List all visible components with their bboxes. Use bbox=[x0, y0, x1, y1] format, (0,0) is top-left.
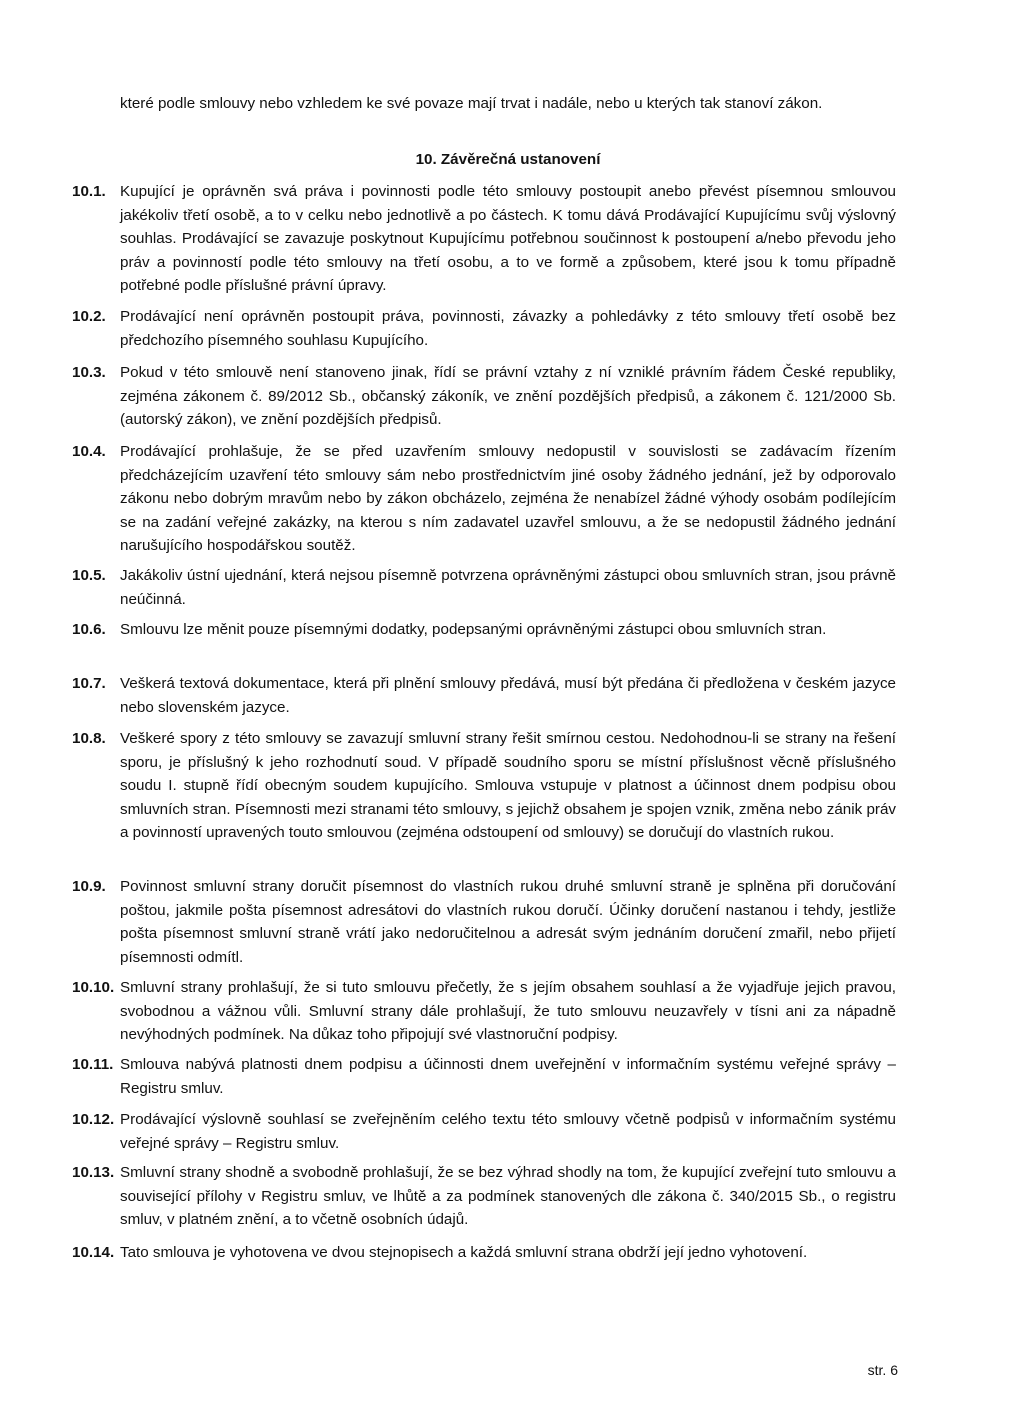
clause-text: Smluvní strany shodně a svobodně prohlašují, že se bez výhrad shodly na tom, že kupující zveřejní tuto smlouvu a související přílohy v Registru smluv, ve lhůtě a za podmínek stanovených dle zákona č. 340/2015 Sb., o registru smluv, v platném znění, a to včetně osobních údajů. bbox=[120, 1164, 896, 1228]
clause-number: 10.10. bbox=[72, 979, 115, 996]
clause-text: Smluvní strany prohlašují, že si tuto smlouvu přečetly, že s jejím obsahem souhlasí a že vyjadřuje jejich pravou, svobodnou a vážnou vůli. Smluvní strany dále prohlašují, že tuto smlouvu neuzavřely v tísni ani za nápadně nevýhodných podmínek. Na důkaz toho připojují své vlastnoruční podpisy. bbox=[120, 979, 896, 1043]
clause-text: Veškeré spory z této smlouvy se zavazují smluvní strany řešit smírnou cestou. Nedohodnou-li se strany na řešení sporu, je příslušný k jeho rozhodnutí soud. V případě soudního sporu se místní příslušnost věcně příslušného soudu I. stupně řídí obecným soudem kupujícího. Smlouva vstupuje v platnost a účinnost dnem podpisu obou smluvních stran. Písemnosti mezi stranami této smlouvy, s jejichž obsahem je spojen vznik, změna nebo zánik práv a povinností upravených touto smlouvou (zejména odstoupení od smlouvy) se doručují do vlastních rukou. bbox=[120, 730, 896, 841]
clause-number: 10.12. bbox=[72, 1111, 115, 1128]
clause-number: 10.11. bbox=[72, 1056, 114, 1073]
clause-10-13 bbox=[72, 1161, 896, 1232]
clause-text: Tato smlouva je vyhotovena ve dvou stejnopisech a každá smluvní strana obdrží její jedno vyhotovení. bbox=[120, 1244, 808, 1261]
clause-text: Jakákoliv ústní ujednání, která nejsou písemně potvrzena oprávněnými zástupci obou smluvních stran, jsou právně neúčinná. bbox=[120, 567, 896, 608]
page-number: str. 6 bbox=[867, 1362, 898, 1378]
clause-10-9 bbox=[72, 875, 896, 969]
clause-text: Kupující je oprávněn svá práva i povinnosti podle této smlouvy postoupit anebo převést písemnou smlouvou jakékoliv třetí osobě, a to v celku nebo jednotlivě a po částech. K tomu dává Prodávající Kupujícímu svůj výslovný souhlas. Prodávající se zavazuje poskytnout Kupujícímu potřebnou součinnost k postoupení a/nebo převodu jeho práv a povinností podle této smlouvy na třetí osobu, a to ve formě a způsobem, které jsou k tomu případně potřebné podle příslušné právní úpravy. bbox=[120, 183, 896, 294]
clause-text: Veškerá textová dokumentace, která při plnění smlouvy předává, musí být předána či předložena v českém jazyce nebo slovenském jazyce. bbox=[120, 675, 896, 716]
clause-10-3 bbox=[72, 361, 896, 432]
clause-number: 10.14. bbox=[72, 1244, 115, 1261]
clause-10-5 bbox=[72, 564, 896, 611]
clause-10-6 bbox=[72, 618, 896, 642]
clause-10-10 bbox=[72, 976, 896, 1047]
clause-10-14 bbox=[72, 1241, 896, 1265]
clause-number: 10.1. bbox=[72, 183, 106, 200]
clause-text: Smlouvu lze měnit pouze písemnými dodatky, podepsanými oprávněnými zástupci obou smluvních stran. bbox=[120, 621, 827, 638]
clause-number: 10.2. bbox=[72, 308, 106, 325]
clause-number: 10.13. bbox=[72, 1164, 115, 1181]
clause-10-7 bbox=[72, 672, 896, 719]
clause-number: 10.6. bbox=[72, 621, 106, 638]
clause-10-1 bbox=[72, 180, 896, 298]
clause-10-2 bbox=[72, 305, 896, 352]
clause-number: 10.5. bbox=[72, 567, 106, 584]
clause-text: Prodávající výslovně souhlasí se zveřejněním celého textu této smlouvy včetně podpisů v informačním systému veřejné správy – Registru smluv. bbox=[120, 1111, 896, 1152]
clause-number: 10.4. bbox=[72, 443, 106, 460]
clause-text: Smlouva nabývá platnosti dnem podpisu a účinnosti dnem uveřejnění v informačním systému veřejné správy – Registru smluv. bbox=[120, 1056, 896, 1097]
section-heading: 10. Závěrečná ustanovení bbox=[415, 151, 601, 168]
clause-number: 10.9. bbox=[72, 878, 106, 895]
clause-number: 10.3. bbox=[72, 364, 106, 381]
intro-paragraph: které podle smlouvy nebo vzhledem ke své povaze mají trvat i nadále, nebo u kterých tak stanoví zákon. bbox=[120, 95, 823, 112]
clause-number: 10.8. bbox=[72, 730, 106, 747]
clause-text: Povinnost smluvní strany doručit písemnost do vlastních rukou druhé smluvní straně je splněna při doručování poštou, jakmile pošta písemnost adresátovi do vlastních rukou doručí. Účinky doručení nastanou i tehdy, jestliže pošta písemnost smluvní straně vrátí jako nedoručitelnou a adresát svým jednáním doručení zmařil, nebo přijetí písemnosti odmítl. bbox=[120, 878, 896, 966]
clause-text: Prodávající prohlašuje, že se před uzavřením smlouvy nedopustil v souvislosti se zadávacím řízením předcházejícím uzavření této smlouvy sám nebo prostřednictvím jiné osoby žádného jednání, jež by odporovalo zákonu nebo dobrým mravům nebo by zákon obcházelo, zejména že nenabízel žádné výhody osobám podílejícím se na zadání veřejné zakázky, na kterou s ním zadavatel uzavřel smlouvu, a že se nedopustil žádného jednání narušujícího hospodářskou soutěž. bbox=[120, 443, 896, 554]
clause-text: Pokud v této smlouvě není stanoveno jinak, řídí se právní vztahy z ní vzniklé právním řádem České republiky, zejména zákonem č. 89/2012 Sb., občanský zákoník, ve znění pozdějších předpisů, a zákonem č. 121/2000 Sb. (autorský zákon), ve znění pozdějších předpisů. bbox=[120, 364, 896, 428]
clause-10-11 bbox=[72, 1053, 896, 1100]
clause-10-12 bbox=[72, 1108, 896, 1155]
clause-10-8 bbox=[72, 727, 896, 845]
clause-number: 10.7. bbox=[72, 675, 106, 692]
clause-10-4 bbox=[72, 440, 896, 558]
clause-text: Prodávající není oprávněn postoupit práva, povinnosti, závazky a pohledávky z této smlouvy třetí osobě bez předchozího písemného souhlasu Kupujícího. bbox=[120, 308, 896, 349]
